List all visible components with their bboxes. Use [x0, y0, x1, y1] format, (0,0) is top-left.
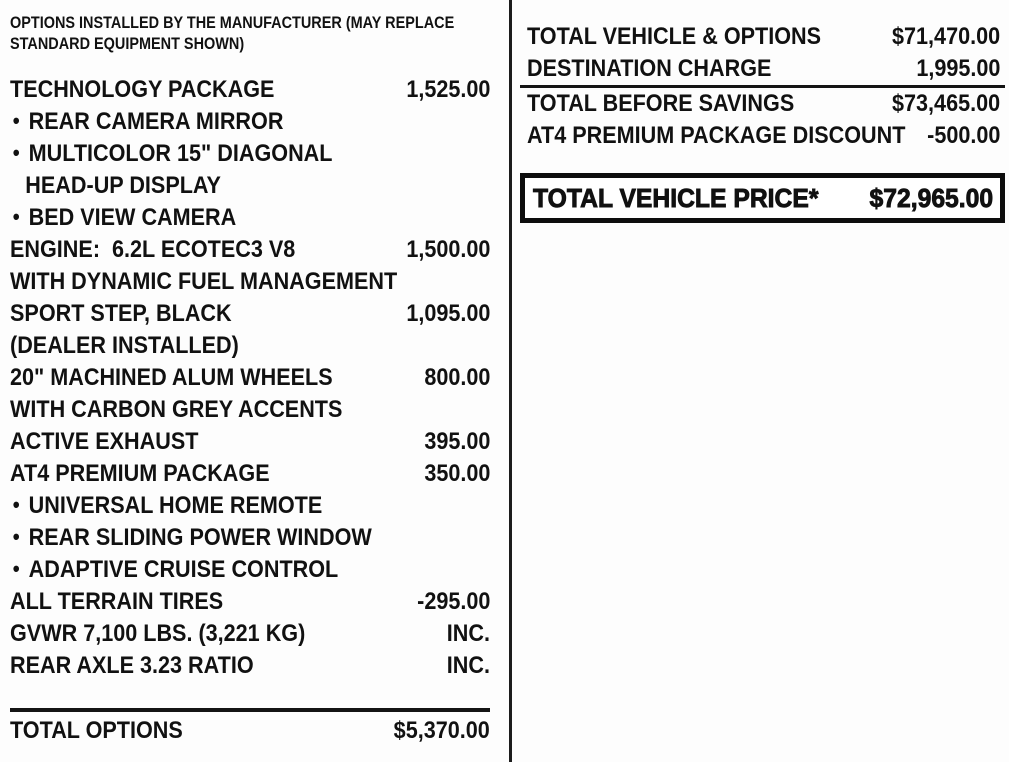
- option-row: [10, 618, 490, 650]
- option-row-label-text: 20" MACHINED ALUM WHEELS: [10, 364, 333, 391]
- bullet-icon: •: [12, 140, 20, 165]
- option-row: [10, 458, 490, 490]
- option-row: [10, 74, 490, 106]
- option-row-label-text: ADAPTIVE CRUISE CONTROL: [28, 556, 339, 583]
- option-row: [10, 266, 490, 298]
- summary-row-label-text: TOTAL VEHICLE & OPTIONS: [527, 23, 822, 50]
- total-vehicle-price-box: [520, 173, 1005, 223]
- total-price-label: TOTAL VEHICLE PRICE*: [533, 183, 819, 213]
- summary-list: [520, 0, 1005, 152]
- options-header: [10, 12, 490, 54]
- options-section: [10, 0, 490, 750]
- option-row-value: -295.00: [416, 588, 490, 615]
- summary-row-label-text: AT4 PREMIUM PACKAGE DISCOUNT: [527, 122, 906, 149]
- option-row: [10, 234, 490, 266]
- option-row-label-text: WITH DYNAMIC FUEL MANAGEMENT: [10, 268, 398, 295]
- summary-row-value: $73,465.00: [891, 90, 1000, 117]
- option-row: [10, 362, 490, 394]
- summary-row-label: [527, 124, 905, 148]
- option-row-label: [10, 110, 283, 134]
- option-row-label: [10, 462, 270, 486]
- bullet-icon: •: [12, 556, 20, 581]
- option-row: [10, 650, 490, 682]
- options-total-row: [10, 712, 490, 750]
- summary-row: [520, 21, 1005, 53]
- option-row: [10, 554, 490, 586]
- option-row: [10, 298, 490, 330]
- total-price-value: $72,965.00: [869, 183, 993, 213]
- option-row-value: INC.: [446, 620, 490, 647]
- summary-row-label-text: DESTINATION CHARGE: [527, 55, 772, 82]
- summary-row-label: [527, 25, 821, 49]
- option-row-label: [10, 494, 322, 518]
- bullet-icon: •: [12, 204, 20, 229]
- option-row-label: [10, 366, 333, 390]
- option-row: [10, 490, 490, 522]
- summary-row: [520, 53, 1005, 88]
- summary-row-label-text: TOTAL BEFORE SAVINGS: [527, 90, 795, 117]
- option-row: [10, 586, 490, 618]
- options-list: [10, 74, 490, 682]
- options-total-label: TOTAL OPTIONS: [10, 717, 183, 744]
- option-row-label-text: AT4 PREMIUM PACKAGE: [10, 460, 270, 487]
- option-row-label-text: BED VIEW CAMERA: [28, 204, 237, 231]
- summary-row: [520, 88, 1005, 120]
- option-row-label-text: UNIVERSAL HOME REMOTE: [28, 492, 323, 519]
- option-row-label-text: MULTICOLOR 15" DIAGONAL: [28, 140, 333, 167]
- price-summary-section: [520, 0, 1005, 223]
- option-row-label: [10, 558, 338, 582]
- options-header-line1: OPTIONS INSTALLED BY THE MANUFACTURER (MAY REPLACE: [10, 13, 455, 32]
- summary-row: [520, 120, 1005, 152]
- option-row-label-text: WITH CARBON GREY ACCENTS: [10, 396, 343, 423]
- option-row: [10, 202, 490, 234]
- option-row-label: [10, 430, 198, 454]
- summary-row-value: 1,995.00: [915, 55, 1000, 82]
- bullet-icon: •: [12, 108, 20, 133]
- options-header-line2: STANDARD EQUIPMENT SHOWN): [10, 34, 245, 53]
- option-row-label: [10, 398, 342, 422]
- option-row-label: [10, 302, 232, 326]
- option-row-value: 1,525.00: [405, 76, 490, 103]
- option-row-label: [10, 334, 239, 358]
- option-row: [10, 522, 490, 554]
- option-row-value: INC.: [446, 652, 490, 679]
- option-row-label: [10, 78, 274, 102]
- options-total-value: $5,370.00: [393, 717, 490, 744]
- option-row-label: [10, 206, 236, 230]
- option-row-label-text: ACTIVE EXHAUST: [10, 428, 199, 455]
- summary-row-value: -500.00: [926, 122, 1000, 149]
- bullet-icon: •: [12, 524, 20, 549]
- summary-row-label: [527, 57, 771, 81]
- bullet-icon: •: [12, 492, 20, 517]
- option-row-label: [10, 590, 223, 614]
- option-row-label: [10, 526, 372, 550]
- option-row-label: [10, 238, 295, 262]
- option-row-label: [10, 174, 221, 198]
- option-row: [10, 170, 490, 202]
- option-row-value: 350.00: [423, 460, 490, 487]
- option-row: [10, 106, 490, 138]
- option-row-label-text: HEAD-UP DISPLAY: [25, 172, 221, 199]
- option-row-label-text: ALL TERRAIN TIRES: [10, 588, 224, 615]
- option-row-label-text: ENGINE: 6.2L ECOTEC3 V8: [10, 236, 296, 263]
- option-row-label-text: REAR SLIDING POWER WINDOW: [28, 524, 372, 551]
- option-row-value: 1,095.00: [405, 300, 490, 327]
- option-row-label-text: REAR CAMERA MIRROR: [28, 108, 284, 135]
- option-row-label: [10, 142, 332, 166]
- option-row-label: [10, 654, 254, 678]
- option-row-value: 1,500.00: [405, 236, 490, 263]
- option-row-label: [10, 622, 305, 646]
- summary-row-value: $71,470.00: [891, 23, 1000, 50]
- option-row: [10, 138, 490, 170]
- option-row-value: 395.00: [423, 428, 490, 455]
- option-row-label-text: (DEALER INSTALLED): [10, 332, 239, 359]
- option-row: [10, 394, 490, 426]
- option-row-label-text: GVWR 7,100 LBS. (3,221 KG): [10, 620, 306, 647]
- option-row-label-text: SPORT STEP, BLACK: [10, 300, 232, 327]
- option-row-label-text: REAR AXLE 3.23 RATIO: [10, 652, 254, 679]
- option-row-label: [10, 270, 397, 294]
- summary-row-label: [527, 92, 794, 116]
- option-row: [10, 426, 490, 458]
- column-divider: [509, 0, 512, 762]
- option-row: [10, 330, 490, 362]
- option-row-label-text: TECHNOLOGY PACKAGE: [10, 76, 275, 103]
- option-row-value: 800.00: [423, 364, 490, 391]
